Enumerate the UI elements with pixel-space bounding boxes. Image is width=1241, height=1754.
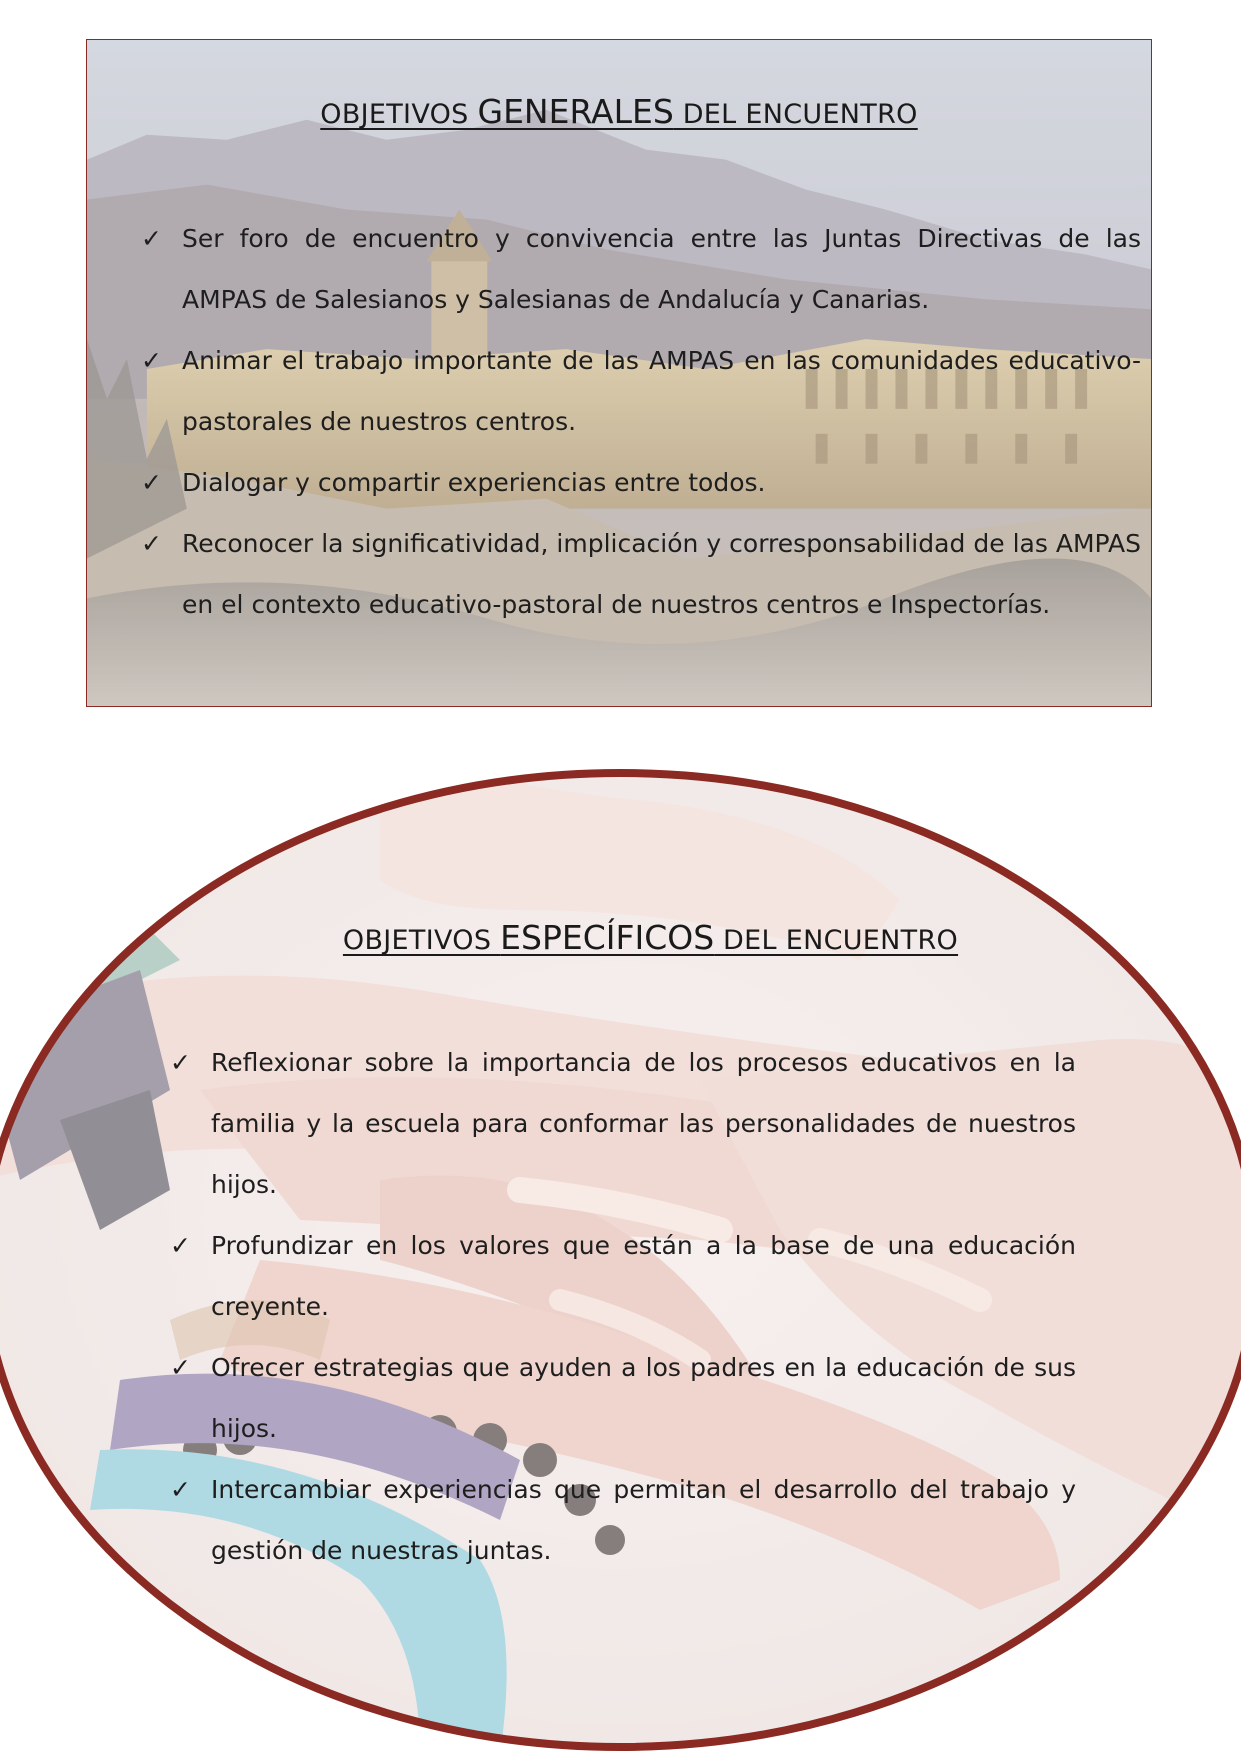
objetivos-especificos-list xyxy=(170,1032,1076,1581)
list-item: ✓ Ser foro de encuentro y convivencia entre las Juntas Directivas de las AMPAS de Salesianos y Salesianas de Andalucía y Canarias. xyxy=(141,208,1141,330)
objetivos-especificos-title: OBJETIVOS ESPECÍFICOS DEL ENCUENTRO xyxy=(342,918,959,957)
list-item: ✓ Reflexionar sobre la importancia de los procesos educativos en la familia y la escuela para conformar las personalidades de nuestros hijos. xyxy=(170,1032,1076,1215)
list-item: ✓ Profundizar en los valores que están a la base de una educación creyente. xyxy=(170,1215,1076,1337)
check-mark-icon: ✓ xyxy=(141,468,162,497)
list-item: ✓ Animar el trabajo importante de las AMPAS en las comunidades educativo-pastorales de nuestros centros. xyxy=(141,330,1141,452)
check-mark-icon: ✓ xyxy=(170,1475,191,1504)
list-item: ✓ Ofrecer estrategias que ayuden a los padres en la educación de sus hijos. xyxy=(170,1337,1076,1459)
objetivos-generales-list xyxy=(141,208,1141,635)
objetivos-especificos-ellipse xyxy=(0,760,1241,1754)
list-item: ✓ Reconocer la significatividad, implicación y corresponsabilidad de las AMPAS en el contexto educativo-pastoral de nuestros centros e Inspectorías. xyxy=(141,513,1141,635)
check-mark-icon: ✓ xyxy=(141,224,162,253)
check-mark-icon: ✓ xyxy=(170,1048,191,1077)
objetivos-generales-title: OBJETIVOS GENERALES DEL ENCUENTRO xyxy=(320,92,918,131)
list-item: ✓ Intercambiar experiencias que permitan el desarrollo del trabajo y gestión de nuestras juntas. xyxy=(170,1459,1076,1581)
check-mark-icon: ✓ xyxy=(141,529,162,558)
objetivos-generales-box xyxy=(86,39,1152,707)
check-mark-icon: ✓ xyxy=(170,1353,191,1382)
list-item: ✓ Dialogar y compartir experiencias entre todos. xyxy=(141,452,1141,513)
check-mark-icon: ✓ xyxy=(141,346,162,375)
check-mark-icon: ✓ xyxy=(170,1231,191,1260)
